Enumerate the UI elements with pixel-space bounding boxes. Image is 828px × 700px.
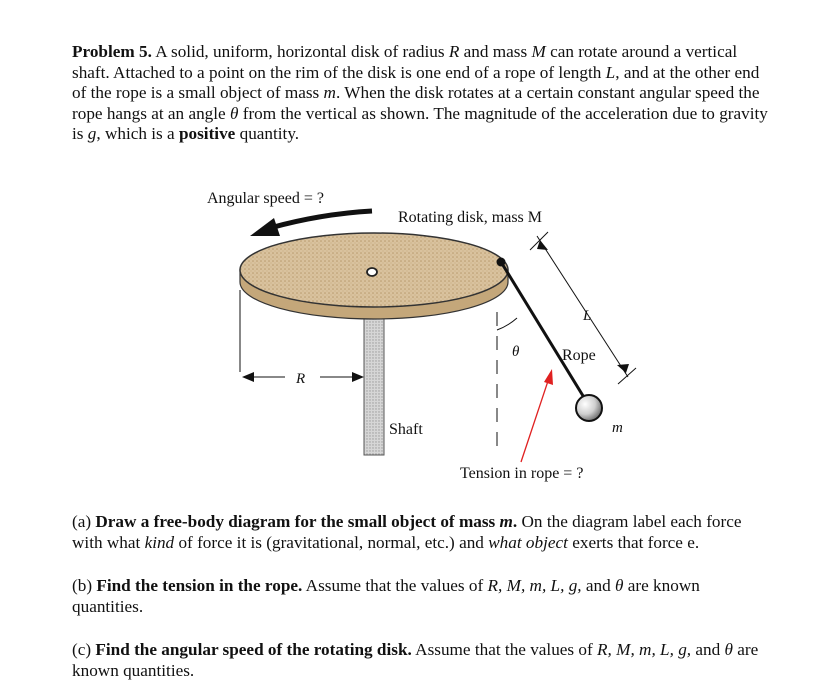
length-dimension-tick-bottom <box>618 368 636 384</box>
disk-label: Rotating disk, mass M <box>398 209 543 226</box>
part-b-theta: θ <box>615 576 624 595</box>
problem-text: quantity. <box>239 124 300 143</box>
radius-arrowhead-left-icon <box>242 372 254 382</box>
shaft-hole <box>367 268 377 276</box>
problem-text: and mass <box>463 42 528 61</box>
part-a-what-object: what object <box>488 532 568 552</box>
problem-text: . When the disk rotates at a certain constant angular speed the rope hangs at an angle <box>72 83 760 123</box>
shaft <box>364 300 384 455</box>
length-label: L <box>583 308 592 324</box>
theta-arc <box>497 318 517 330</box>
part-c-vars: R, M, m, L, g, <box>597 640 692 659</box>
problem-text: , which is a <box>96 124 175 143</box>
part-a-bold-text: Draw a free-body diagram for the small object of mass <box>95 512 496 531</box>
theta-label: θ <box>512 344 520 360</box>
part-b <box>72 576 772 617</box>
var-theta: θ <box>229 103 239 123</box>
emphasis-positive: positive <box>178 124 236 143</box>
part-a-kind: kind <box>144 532 175 552</box>
problem-text: from the vertical as shown. The magnitude of the acceleration due to gravity is <box>72 103 768 143</box>
part-a-var-m: m <box>499 512 513 531</box>
tension-arrowhead-icon <box>544 369 553 385</box>
problem-title: Problem 5. <box>72 42 152 61</box>
part-b-text: Assume that the values of <box>305 576 484 595</box>
part-c <box>72 640 772 681</box>
part-a-text: On the diagram label each force with what <box>72 512 742 552</box>
mass-ball <box>576 395 602 421</box>
angular-speed-arrow <box>270 211 372 228</box>
part-a-bold-end: . <box>512 512 518 531</box>
part-c-bold: Find the angular speed of the rotating disk. <box>95 640 412 659</box>
part-a-prefix: (a) <box>72 512 92 531</box>
problem-text: can rotate around a vertical shaft. Attached to a point on the rim of the disk is one end of a rope of length <box>72 42 738 82</box>
part-b-vars: R, M, m, L, g, <box>487 576 582 595</box>
problem-text: A solid, uniform, horizontal disk of radius <box>155 42 445 61</box>
part-c-and: and <box>695 640 721 659</box>
part-a-text: exerts that force e. <box>572 532 700 552</box>
part-b-bold: Find the tension in the rope. <box>96 576 303 595</box>
radius-arrowhead-right-icon <box>352 372 364 382</box>
tension-label: Tension in rope = ? <box>460 465 584 482</box>
part-c-prefix: (c) <box>72 640 92 659</box>
rope <box>501 262 588 404</box>
var-M: M <box>531 42 546 61</box>
var-L: L <box>605 62 616 82</box>
shaft-label: Shaft <box>389 421 423 438</box>
angular-speed-arrowhead-icon <box>250 218 280 236</box>
part-a-text: of force it is (gravitational, normal, etc.) and <box>178 532 484 552</box>
rope-label: Rope <box>562 347 596 364</box>
part-a <box>72 512 772 553</box>
part-b-and: and <box>585 576 611 595</box>
tension-arrow <box>521 378 549 462</box>
var-g: g <box>87 124 97 143</box>
part-c-text: Assume that the values of <box>415 640 593 659</box>
part-b-prefix: (b) <box>72 576 93 595</box>
length-arrowhead-bottom-icon <box>617 364 629 373</box>
part-c-end: are known quantities. <box>72 640 759 680</box>
mass-label: m <box>612 420 623 436</box>
var-R: R <box>448 42 460 61</box>
part-a-bold <box>95 512 517 531</box>
var-m: m <box>323 83 336 102</box>
problem-text: , and at the other end of the rope is a small object of mass <box>72 62 760 102</box>
part-c-theta: θ <box>724 640 733 659</box>
angular-speed-label: Angular speed = ? <box>207 190 324 207</box>
radius-label: R <box>296 371 306 387</box>
part-b-end: are known quantities. <box>72 576 700 616</box>
